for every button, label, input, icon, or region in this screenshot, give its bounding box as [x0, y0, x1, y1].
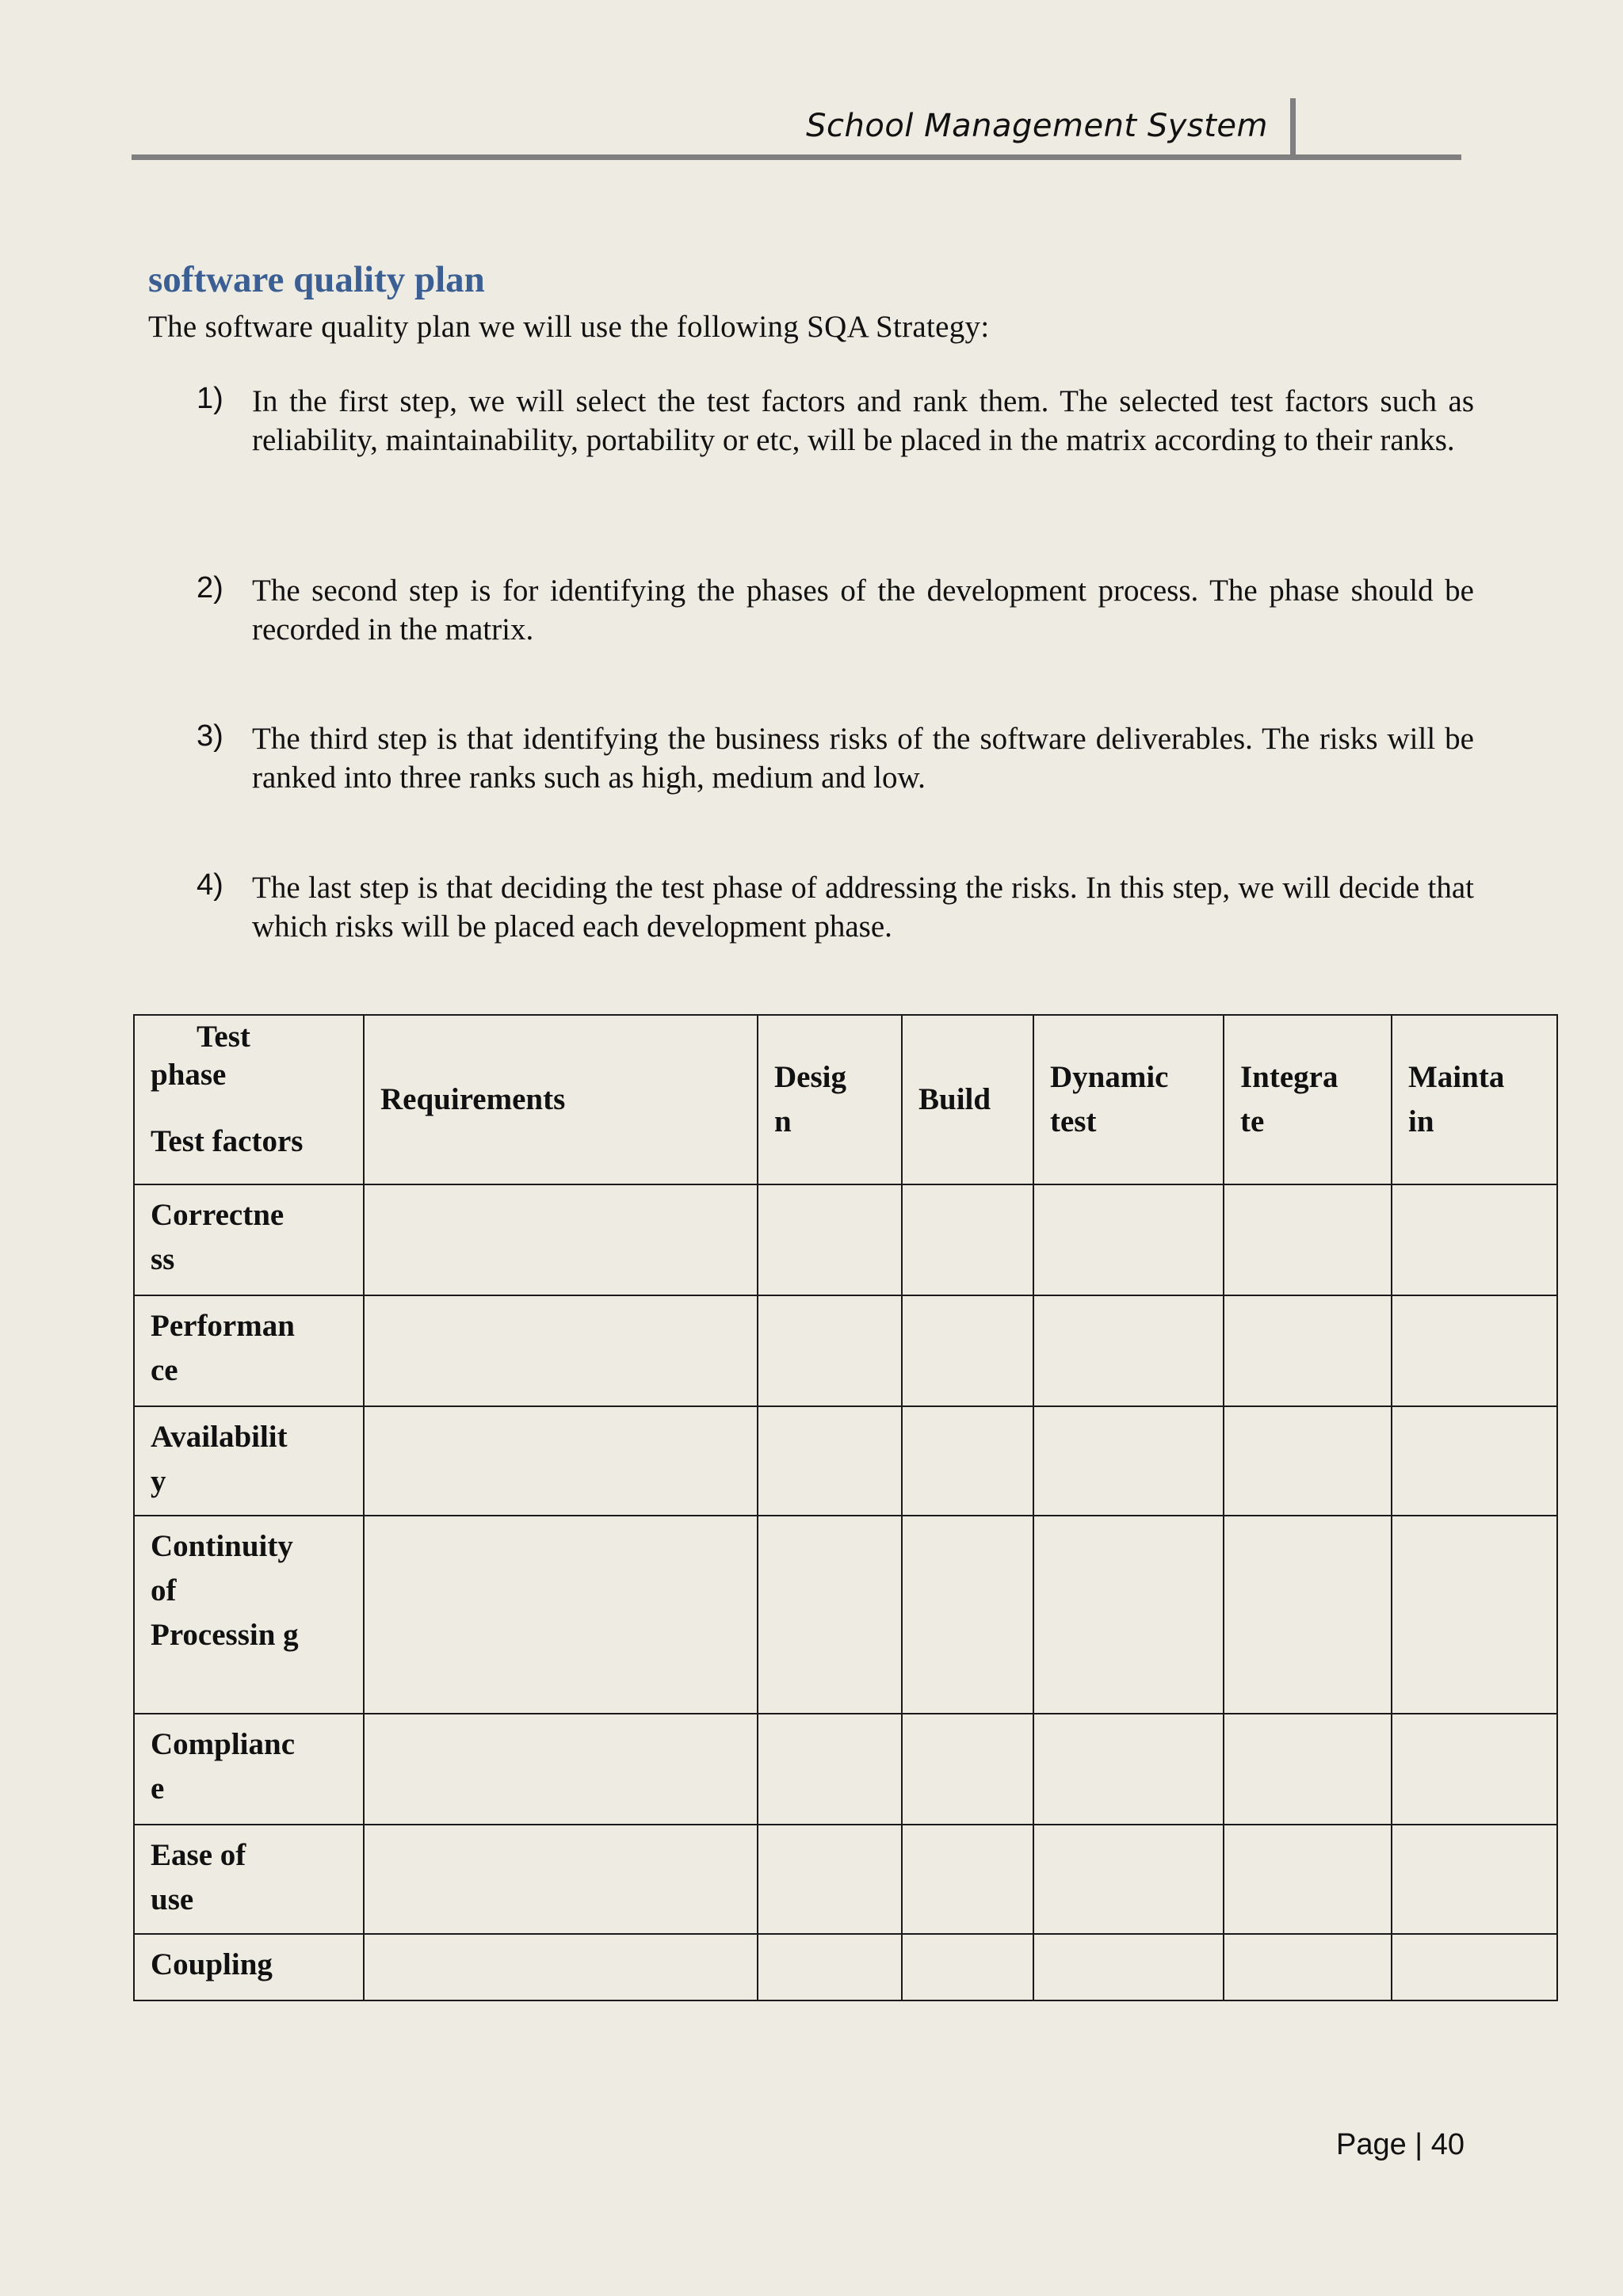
- step-number: 4): [197, 868, 223, 902]
- phase-header-cell: Integra te: [1224, 1015, 1392, 1184]
- matrix-empty-cell: [1033, 1825, 1224, 1934]
- factor-label-cell: Complianc e: [134, 1714, 364, 1825]
- factor-label-cell: Performan ce: [134, 1295, 364, 1406]
- phase-header-cell: Desig n: [758, 1015, 902, 1184]
- matrix-empty-cell: [364, 1406, 758, 1516]
- matrix-empty-cell: [1224, 1934, 1392, 2000]
- matrix-empty-cell: [758, 1516, 902, 1714]
- matrix-empty-cell: [1224, 1406, 1392, 1516]
- matrix-empty-cell: [364, 1714, 758, 1825]
- matrix-empty-cell: [1392, 1934, 1557, 2000]
- step-number: 2): [197, 571, 223, 605]
- matrix-empty-cell: [364, 1825, 758, 1934]
- matrix-empty-cell: [1224, 1516, 1392, 1714]
- corner-test-factors-label: Test factors: [151, 1124, 304, 1158]
- factor-row: [134, 1295, 1557, 1406]
- factor-label-cell: Continuity of Processin g: [134, 1516, 364, 1714]
- factor-row: [134, 1406, 1557, 1516]
- intro-text: The software quality plan we will use the following SQA Strategy:: [148, 310, 990, 344]
- matrix-empty-cell: [364, 1516, 758, 1714]
- matrix-empty-cell: [1033, 1406, 1224, 1516]
- factor-row: [134, 1934, 1557, 2000]
- matrix-empty-cell: [364, 1934, 758, 2000]
- factor-label-cell: Ease of use: [134, 1825, 364, 1934]
- matrix-empty-cell: [1033, 1516, 1224, 1714]
- matrix-empty-cell: [1033, 1295, 1224, 1406]
- matrix-empty-cell: [1392, 1184, 1557, 1295]
- matrix-empty-cell: [1033, 1934, 1224, 2000]
- matrix-empty-cell: [902, 1295, 1033, 1406]
- phase-header-cell: Build: [902, 1015, 1033, 1184]
- matrix-empty-cell: [1224, 1714, 1392, 1825]
- matrix-empty-cell: [1224, 1825, 1392, 1934]
- matrix-empty-cell: [902, 1406, 1033, 1516]
- matrix-empty-cell: [902, 1934, 1033, 2000]
- matrix-empty-cell: [758, 1714, 902, 1825]
- matrix-header-row: [134, 1015, 1557, 1184]
- matrix-empty-cell: [1392, 1714, 1557, 1825]
- matrix-empty-cell: [758, 1825, 902, 1934]
- matrix-empty-cell: [902, 1516, 1033, 1714]
- matrix-empty-cell: [1033, 1184, 1224, 1295]
- factor-label-cell: Availabilit y: [134, 1406, 364, 1516]
- factor-row: [134, 1825, 1557, 1934]
- header-divider-tick: [1290, 98, 1296, 155]
- matrix-empty-cell: [1033, 1714, 1224, 1825]
- page-number: Page | 40: [1335, 2128, 1465, 2161]
- phase-header-cell: Mainta in: [1392, 1015, 1557, 1184]
- factor-row: [134, 1184, 1557, 1295]
- test-matrix-table: [133, 1014, 1558, 2001]
- matrix-empty-cell: [902, 1825, 1033, 1934]
- matrix-empty-cell: [902, 1184, 1033, 1295]
- factor-label-cell: Correctne ss: [134, 1184, 364, 1295]
- phase-header-cell: Dynamic test: [1033, 1015, 1224, 1184]
- matrix-empty-cell: [364, 1184, 758, 1295]
- matrix-empty-cell: [758, 1184, 902, 1295]
- matrix-empty-cell: [1392, 1295, 1557, 1406]
- matrix-empty-cell: [1224, 1295, 1392, 1406]
- corner-phase-label: phase: [151, 1058, 227, 1092]
- matrix-empty-cell: [758, 1934, 902, 2000]
- step-text: In the first step, we will select the test factors and rank them. The selected test factors such as reliability, maintainability, portability or etc, will be placed in the matrix according to their ranks.: [252, 384, 1474, 457]
- step-number: 3): [197, 719, 223, 753]
- factor-row: [134, 1516, 1557, 1714]
- running-header-title: School Management System: [806, 108, 1268, 144]
- factor-row: [134, 1714, 1557, 1825]
- matrix-empty-cell: [758, 1406, 902, 1516]
- corner-test-label: Test: [197, 1020, 250, 1054]
- step-text: The last step is that deciding the test phase of addressing the risks. In this step, we will decide that which risks will be placed each development phase.: [252, 871, 1474, 944]
- phase-header-cell: Requirements: [364, 1015, 758, 1184]
- matrix-corner-cell: [134, 1015, 364, 1184]
- matrix-empty-cell: [1392, 1406, 1557, 1516]
- matrix-empty-cell: [902, 1714, 1033, 1825]
- matrix-empty-cell: [1224, 1184, 1392, 1295]
- header-rule: [132, 154, 1461, 160]
- matrix-empty-cell: [364, 1295, 758, 1406]
- factor-label-cell: Coupling: [134, 1934, 364, 2000]
- section-title: software quality plan: [148, 259, 485, 300]
- matrix-empty-cell: [1392, 1825, 1557, 1934]
- step-text: The second step is for identifying the phases of the development process. The phase should be recorded in the matrix.: [252, 574, 1474, 646]
- matrix-empty-cell: [1392, 1516, 1557, 1714]
- matrix-empty-cell: [758, 1295, 902, 1406]
- step-text: The third step is that identifying the business risks of the software deliverables. The risks will be ranked into three ranks such as high, medium and low.: [252, 722, 1474, 795]
- step-number: 1): [197, 382, 223, 415]
